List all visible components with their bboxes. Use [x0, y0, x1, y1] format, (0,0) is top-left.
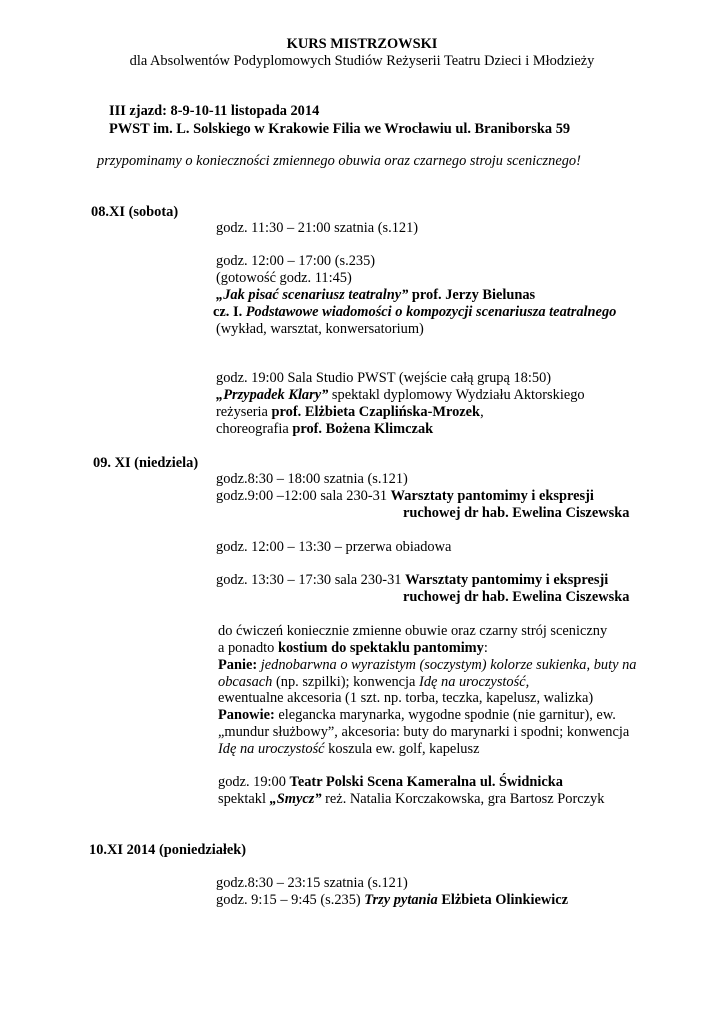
part-label: cz. I.: [213, 304, 246, 320]
men-shirt: koszula ew. golf, kapelusz: [324, 741, 480, 757]
women-convention-name: Idę na uroczystość,: [419, 674, 530, 690]
day3-session: [216, 892, 568, 909]
men-clothing: elegancka marynarka, wygodne spodnie (nie garnitur), ew.: [274, 707, 616, 723]
day3-heading: 10.XI 2014 (poniedziałek): [89, 842, 247, 858]
women-shoes: obcasach: [218, 674, 273, 690]
day2-workshop2: [216, 572, 608, 589]
director-label: reżyseria: [216, 404, 272, 420]
workshop2-time: godz. 13:30 – 17:30 sala 230-31: [216, 572, 406, 588]
day3-cloakroom: godz.8:30 – 23:15 szatnia (s.121): [216, 875, 408, 891]
workshop1-time: godz.9:00 –12:00 sala 230-31: [216, 488, 391, 504]
day1-director: [216, 404, 484, 421]
attire-reminder: przypominamy o konieczności zmiennego obuwia oraz czarnego stroju scenicznego!: [97, 153, 581, 169]
note-costume: [218, 640, 488, 657]
note-men-1: [218, 707, 616, 724]
day1-choreography: [216, 421, 433, 438]
session-title: Trzy pytania: [364, 892, 438, 908]
day1-cloakroom: godz. 11:30 – 21:00 szatnia (s.121): [216, 220, 419, 236]
performance-title: „Przypadek Klary”: [216, 387, 329, 403]
document-subtitle: dla Absolwentów Podyplomowych Studiów Reżyserii Teatru Dzieci i Młodzieży: [129, 53, 595, 69]
show-credits: reż. Natalia Korczakowska, gra Bartosz Porczyk: [321, 791, 605, 807]
day1-heading: 08.XI (sobota): [91, 204, 179, 220]
meeting-place: PWST im. L. Solskiego w Krakowie Filia we Wrocławiu ul. Braniborska 59: [109, 121, 571, 137]
director-punct: ,: [480, 404, 484, 420]
day1-performance: [216, 387, 585, 404]
show-label: spektakl: [218, 791, 270, 807]
day2-workshop2-lead: ruchowej dr hab. Ewelina Ciszewska: [403, 589, 630, 605]
session-lead: Elżbieta Olinkiewicz: [437, 892, 569, 908]
note-women-2: [218, 674, 529, 691]
evening-time: godz. 19:00: [218, 774, 290, 790]
men-label: Panowie:: [218, 707, 275, 723]
workshop1-title: Warsztaty pantomimy i ekspresji: [390, 488, 594, 504]
day2-evening-show: [218, 791, 604, 808]
note-attire: do ćwiczeń koniecznie zmienne obuwie oraz czarny strój sceniczny: [218, 623, 608, 639]
show-title: „Smycz”: [269, 791, 322, 807]
performance-desc: spektakl dyplomowy Wydziału Aktorskiego: [328, 387, 585, 403]
day1-ready-time: (gotowość godz. 11:45): [216, 270, 352, 286]
day2-lunch-break: godz. 12:00 – 13:30 – przerwa obiadowa: [216, 539, 452, 555]
meeting-dates: III zjazd: 8-9-10-11 listopada 2014: [109, 103, 320, 119]
day1-lecture-part: [213, 304, 616, 321]
note-women-1: [218, 657, 636, 674]
choreographer-name: prof. Bożena Klimczak: [292, 421, 434, 437]
session-time: godz. 9:15 – 9:45 (s.235): [216, 892, 365, 908]
day1-lecture-title: [216, 287, 535, 304]
note-women-accessories: ewentualne akcesoria (1 szt. np. torba, teczka, kapelusz, walizka): [218, 690, 594, 706]
day2-workshop1-lead: ruchowej dr hab. Ewelina Ciszewska: [403, 505, 630, 521]
men-convention-name: Idę na uroczystość: [218, 741, 325, 757]
day2-cloakroom: godz.8:30 – 18:00 szatnia (s.121): [216, 471, 408, 487]
costume-prefix: a ponadto: [218, 640, 278, 656]
women-label: Panie:: [218, 657, 258, 673]
day2-heading: 09. XI (niedziela): [93, 455, 199, 471]
document-title: KURS MISTRZOWSKI: [286, 36, 438, 52]
part-title: Podstawowe wiadomości o kompozycji scenariusza teatralnego: [245, 304, 617, 320]
choreography-label: choreografia: [216, 421, 293, 437]
day1-session-time: godz. 12:00 – 17:00 (s.235): [216, 253, 376, 269]
theatre-name: Teatr Polski Scena Kameralna ul. Świdnicka: [289, 774, 564, 790]
workshop2-title: Warsztaty pantomimy i ekspresji: [405, 572, 609, 588]
director-name: prof. Elżbieta Czaplińska-Mrozek: [271, 404, 481, 420]
note-men-2: „mundur służbowy”, akcesoria: buty do marynarki i spodni; konwencja: [218, 724, 630, 740]
costume-colon: :: [483, 640, 488, 656]
day1-lecture-format: (wykład, warsztat, konwersatorium): [216, 321, 424, 337]
lecturer-name: prof. Jerzy Bielunas: [408, 287, 536, 303]
lecture-title: „Jak pisać scenariusz teatralny”: [216, 287, 409, 303]
day1-evening-time: godz. 19:00 Sala Studio PWST (wejście całą grupą 18:50): [216, 370, 552, 386]
day2-workshop1: [216, 488, 594, 505]
women-dress: jednobarwna o wyrazistym (soczystym) kolorze sukienka, buty na: [257, 657, 637, 673]
note-men-3: [218, 741, 480, 758]
day2-evening-theatre: [218, 774, 563, 791]
costume-label: kostium do spektaklu pantomimy: [277, 640, 484, 656]
women-convention: (np. szpilki); konwencja: [272, 674, 420, 690]
